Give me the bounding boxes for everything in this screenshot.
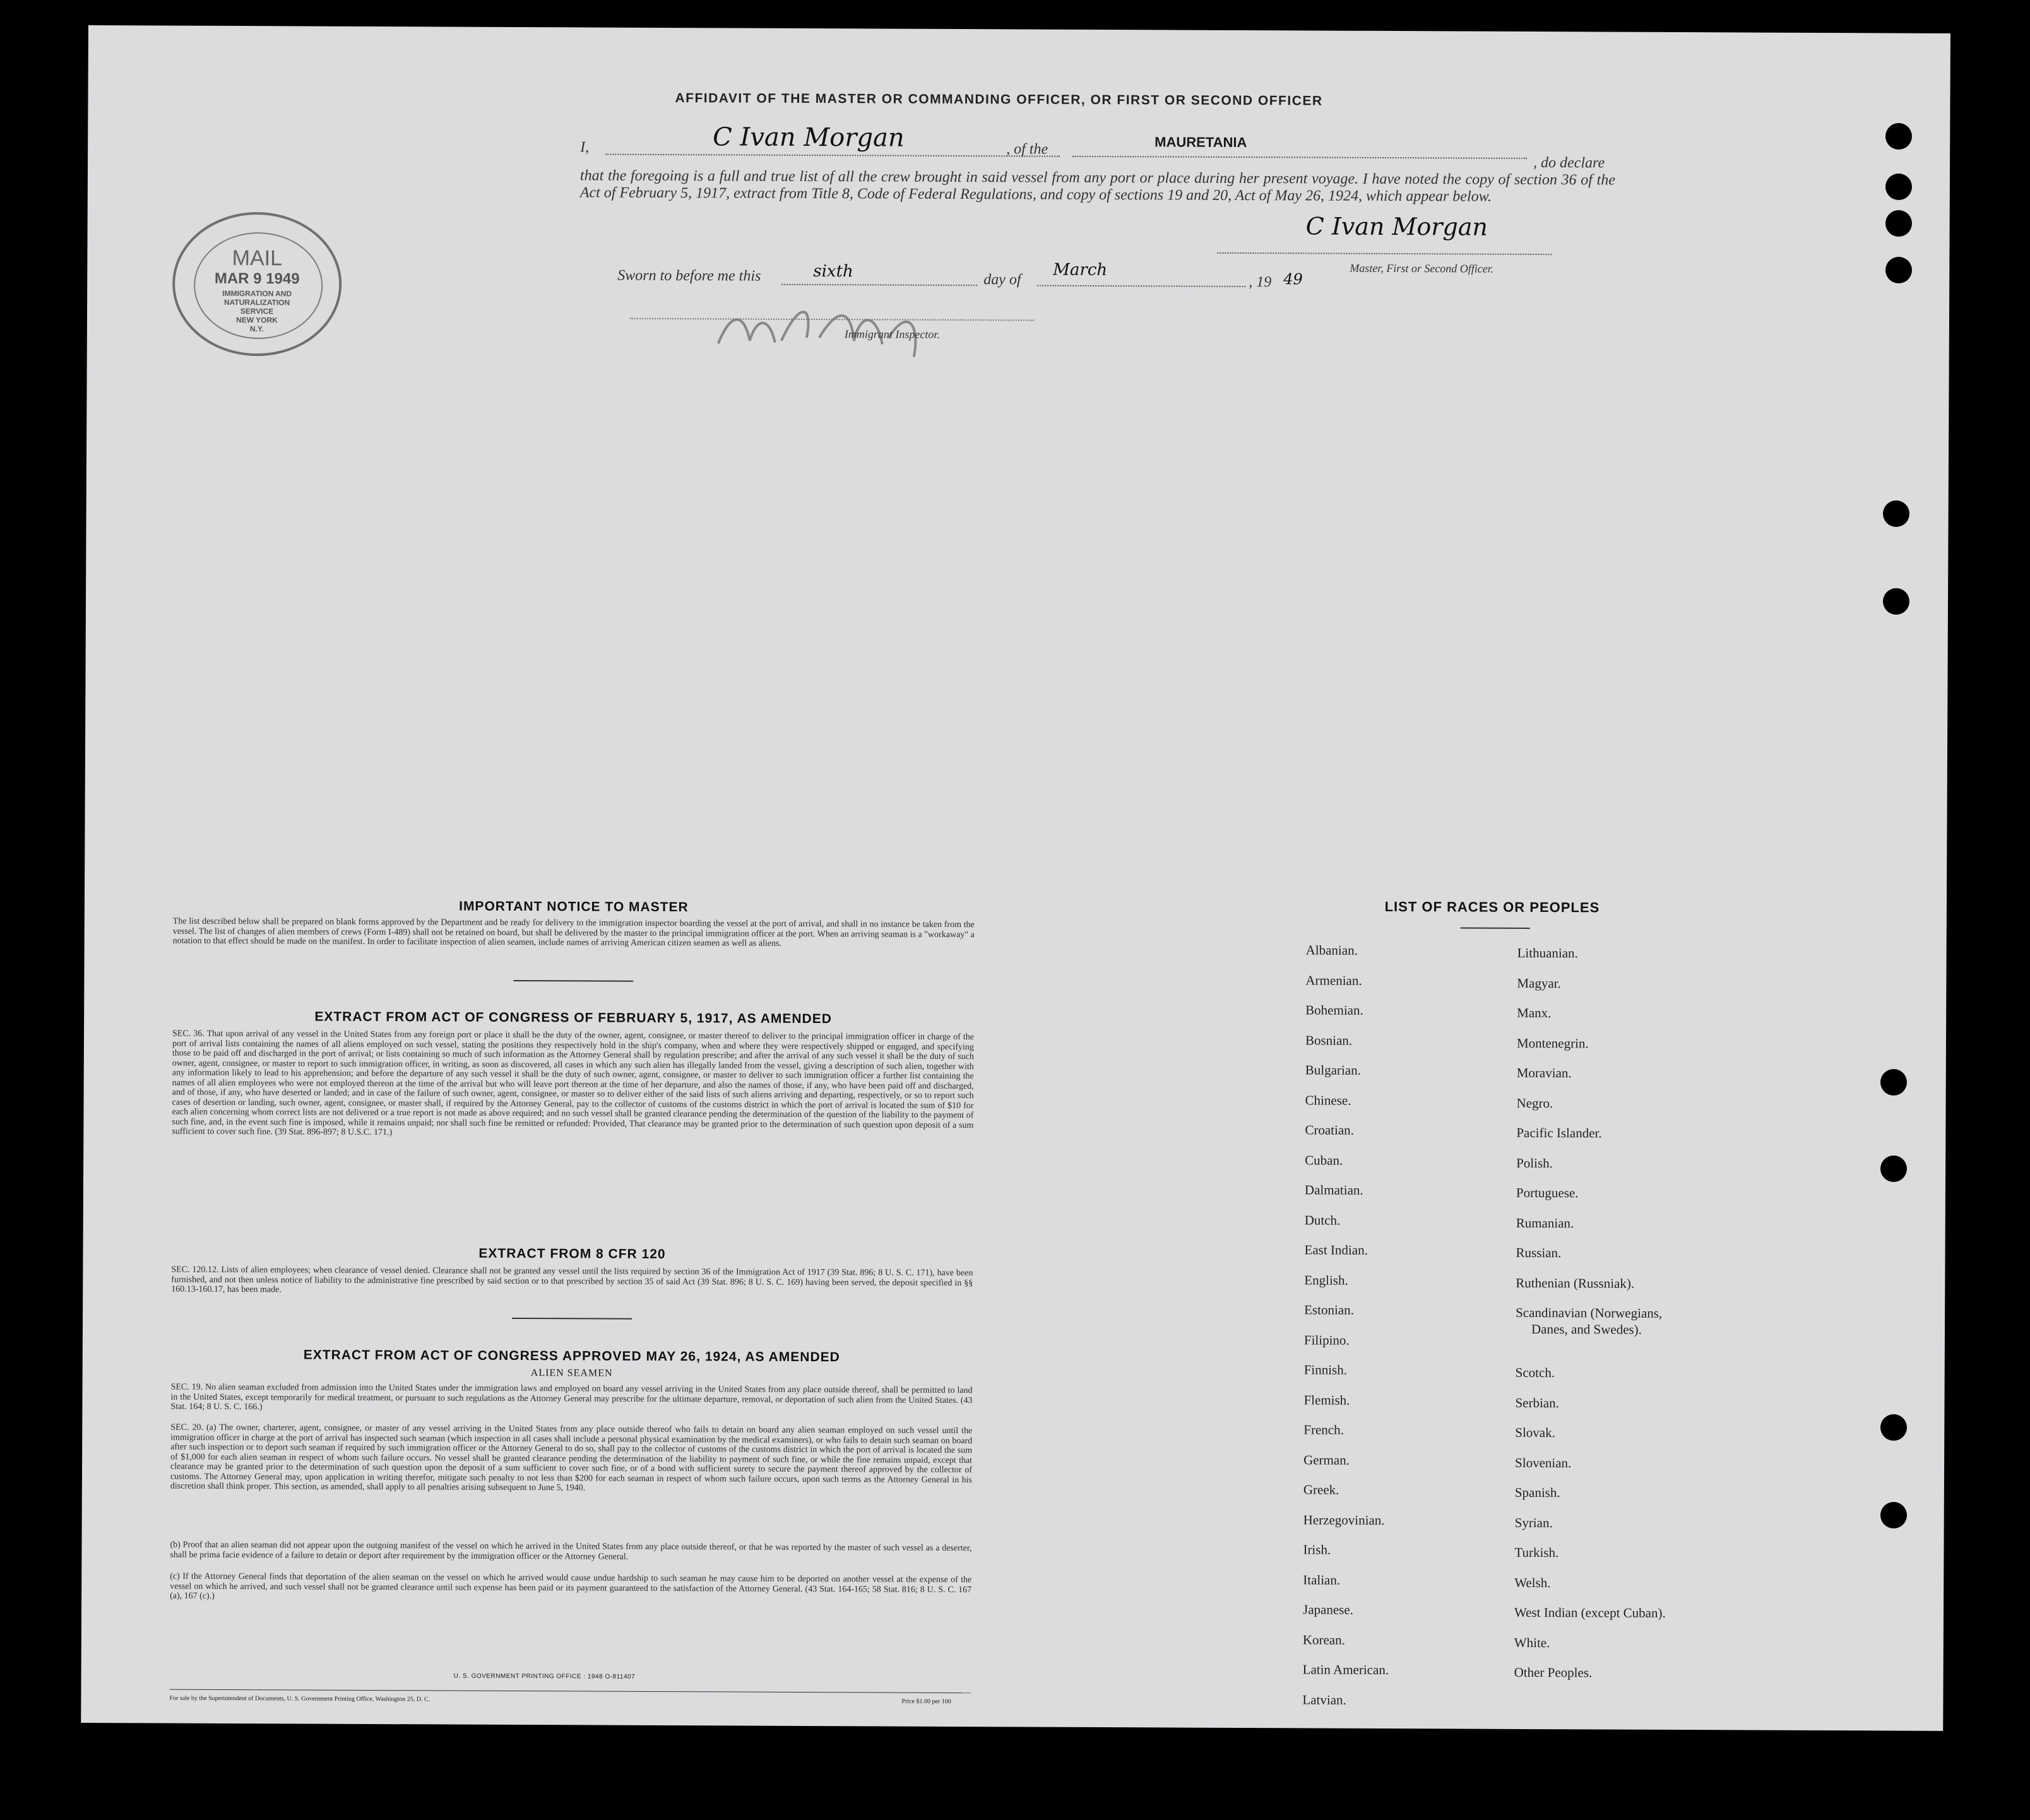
race-item: Lithuanian. (1517, 945, 1578, 961)
punch-hole (1880, 1155, 1907, 1182)
alien-seamen-subtitle: ALIEN SEAMEN (530, 1368, 613, 1379)
race-item: Finnish. (1303, 1362, 1348, 1378)
race-item: Flemish. (1303, 1392, 1350, 1408)
race-item: German. (1303, 1451, 1350, 1468)
punch-hole (1880, 1502, 1907, 1528)
punch-hole (1885, 257, 1912, 283)
race-item: Polish. (1516, 1155, 1553, 1171)
race-item: French. (1303, 1422, 1344, 1438)
race-item: Manx. (1517, 1005, 1552, 1021)
race-item: Rumanian. (1516, 1215, 1574, 1231)
punch-hole (1885, 210, 1912, 237)
extract-1924-sec20b: (b) Proof that an alien seaman did not appear upon the outgoing manifest of the vessel on which he arrived in the United States from any place outside thereof, or that he was reported by the master of such vessel as a deserter, shall be prima facie evidence of a failure to detain or deport after requirement by the immigration officer or the Attorney General. (170, 1540, 972, 1562)
race-item: Latin American. (1302, 1662, 1389, 1678)
declaration-text: that the foregoing is a full and true list of all the crew brought in said vessel from any port or place during her present voyage. I have noted the copy of section 36 of the Act of February 5, 1917, extract from Title 8, Code of Federal Regulations, and copy of sections 19 and 20, Act of May 26, 1924, which appear below. (579, 167, 1616, 205)
race-item: Dalmatian. (1304, 1182, 1363, 1198)
race-item: Negro. (1516, 1095, 1553, 1111)
price-notice: Price $1.00 per 100 (901, 1698, 951, 1705)
signature-caption: Master, First or Second Officer. (1350, 261, 1494, 275)
punch-hole (1880, 1069, 1907, 1096)
race-item: Italian. (1303, 1571, 1341, 1588)
punch-hole (1880, 1414, 1907, 1441)
race-item: Russian. (1516, 1244, 1562, 1261)
race-item: Chinese. (1305, 1092, 1351, 1108)
document-page (81, 25, 1950, 1731)
year-prefix: , 19 (1249, 274, 1272, 291)
do-declare-label: , do declare (1533, 154, 1605, 172)
race-item: Montenegrin. (1516, 1035, 1589, 1051)
race-item: Filipino. (1303, 1332, 1350, 1348)
race-item: English. (1304, 1272, 1348, 1288)
races-divider (1461, 927, 1530, 928)
inspector-caption: Immigrant Inspector. (844, 328, 940, 341)
race-item: Scotch. (1515, 1364, 1555, 1381)
immigration-mail-stamp: MAIL MAR 9 1949 IMMIGRATION AND NATURALIZATION SERVICE NEW YORK N.Y. (172, 212, 342, 357)
notice-title: IMPORTANT NOTICE TO MASTER (459, 899, 689, 915)
race-item: Portuguese. (1516, 1185, 1579, 1201)
race-item: Korean. (1302, 1631, 1345, 1648)
extract-1924-sec20c: (c) If the Attorney General finds that deportation of the alien seaman on the vessel on which he arrived would cause undue hardship to such seaman he may cause him to be deported on another vessel at the expense of the vessel on which he arrived, and such vessel shall not be granted clearance until such expense has been paid or its payment guaranteed to the satisfaction of the Attorney General. (43 Stat. 164-165; 58 Stat. 816; 8 U. S. C. 167 (a), 167 (c).) (170, 1571, 972, 1601)
extract-1917-text: SEC. 36. That upon arrival of any vessel in the United States from any foreign port or place it shall be the duty of the owner, agent, consignee, or master thereof to deliver to the principal immigration officer in charge of the port of arrival lists containing the names of all aliens employed on such vessel, stating the positions they respectively hold in the ship's company, when and where they were respectively shipped or engaged, and specifying those to be paid off and discharged in the port of arrival; or lists containing so much of such information as the Attorney General shall by regulation prescribe; and after the arrival of any such vessel it shall be the duty of such owner, agent, consignee, or master to report to such immigration officer, in writing, as soon as discovered, all cases in which any such alien has illegally landed from the vessel, giving a description of such alien, together with any information likely to lead to his apprehension; and before the departure of any such vessel it shall be the duty of such owner, agent, consignee, or master to deliver to such immigration officer a further list containing the names of all alien employees who were not employed thereon at the time of the arrival but who will leave port thereon at the time of her departure, and also the names of those, if any, who have been paid off and discharged, and of those, if any, who have deserted or landed; and in case of the failure of such owner, agent, consignee, or master so to deliver either of the said lists of such aliens arriving and departing, respectively, or so to report such cases of desertion or landing, such owner, agent, consignee, or master shall, if required by the Attorney General, pay to the collector of customs of the customs district in which the port of arrival is located the sum of $10 for each alien concerning whom correct lists are not delivered or a true report is not made as above required; and no such vessel shall be granted clearance pending the determination of the question of the liability to the payment of such fine, and, in the event such fine is imposed, while it remains unpaid; nor shall such fine be remitted or refunded: Provided, That clearance may be granted prior to the determination of such question upon deposit of a sum sufficient to cover such fine. (39 Stat. 896-897; 8 U.S.C. 171.) (172, 1029, 975, 1138)
race-item: Dutch. (1304, 1212, 1341, 1228)
sworn-label: Sworn to before me this (617, 267, 761, 285)
sworn-month: March (1053, 260, 1108, 280)
affidavit-title: AFFIDAVIT OF THE MASTER OR COMMANDING OFFICER, OR FIRST OR SECOND OFFICER (675, 91, 1323, 109)
master-signature: C Ivan Morgan (1305, 212, 1488, 241)
race-item: Albanian. (1305, 942, 1358, 958)
notice-text: The list described below shall be prepared on blank forms approved by the Department and be ready for delivery to the immigration inspector boarding the vessel at the port of arrival, and shall in no instance be taken from the vessel. The list of changes of alien members of crews (Form I-489) shall not be retained on board, but shall be delivered by the master to the principal immigration officer at the port. When an arriving seaman is a "workaway" a notation to that effect should be made on the manifest. In order to facilitate inspection of alien seamen, include names of arriving American citizen seamen as well as aliens. (172, 916, 975, 948)
race-item: Greek. (1303, 1482, 1339, 1498)
of-the-label: , of the (1006, 141, 1048, 158)
race-item: Scandinavian (Norwegians, (1516, 1304, 1663, 1321)
race-item: Armenian. (1305, 972, 1362, 988)
race-item: Irish. (1303, 1542, 1331, 1557)
printer-imprint: U. S. GOVERNMENT PRINTING OFFICE : 1948 O-811407 (453, 1672, 636, 1681)
race-item: Spanish. (1514, 1484, 1560, 1501)
race-item: Moravian. (1516, 1065, 1572, 1081)
officer-name-line (605, 154, 1060, 157)
race-item: White. (1514, 1634, 1550, 1650)
race-item: Cuban. (1305, 1152, 1343, 1168)
races-title: LIST OF RACES OR PEOPLES (1384, 898, 1600, 916)
race-item: Bosnian. (1305, 1032, 1353, 1048)
extract-1924-title: EXTRACT FROM ACT OF CONGRESS APPROVED MAY 26, 1924, AS AMENDED (303, 1347, 840, 1365)
race-item: Herzegovinian. (1303, 1511, 1385, 1528)
extract-1924-sec19: SEC. 19. No alien seaman excluded from admission into the United States under the immigration laws and employed on board any vessel arriving in the United States from any place outside thereof, shall be permitted to land in the United States, except temporarily for medical treatment, or pursuant to such regulations as the Attorney General may prescribe for the ultimate departure, removal, or deportation of such alien from the United States. (43 Stat. 164; 8 U. S. C. 166.) (170, 1382, 973, 1412)
i-label: I, (580, 139, 590, 156)
extract-1924-sec20a: SEC. 20. (a) The owner, charterer, agent, consignee, or master of any vessel arriving in the United States from any place outside thereof who fails to detain on board any alien seaman employed on such vessel until the immigration officer in charge at the port of arrival has inspected such seaman (which inspection in all cases shall include a personal physical examination by the medical examiners), or who fails to detain such seaman on board after such inspection or to deport such seaman if required by such immigration officer or the Attorney General to do so, shall pay to the collector of customs of the customs district in which the port of arrival is located the sum of $1,000 for each alien seaman in respect of whom such failure occurs. No vessel shall be granted clearance pending the determination of the liability to payment of such fine, or while the fine remains unpaid, except that clearance may be granted prior to the determination of such question upon the deposit of a sum sufficient to cover such fine, or of a bond with sufficient surety to secure the payment thereof approved by the collector of customs. The Attorney General may, upon application in writing therefor, mitigate such penalty to not less than $200 for each seaman in respect of whom such failure occurs, upon such terms as the Attorney General in his discretion shall think proper. This section, as amended, shall apply to all penalties arising subsequent to June 5, 1940. (170, 1422, 973, 1493)
race-item: Slovenian. (1515, 1455, 1572, 1470)
race-item: Welsh. (1514, 1575, 1551, 1590)
race-item: Syrian. (1514, 1515, 1553, 1530)
punch-hole (1885, 174, 1912, 200)
punch-hole (1883, 588, 1909, 615)
race-item: Bohemian. (1305, 1002, 1363, 1018)
sale-notice: For sale by the Superintendent of Documents, U. S. Government Printing Office, Washington 25, D. C. (169, 1694, 430, 1703)
year-suffix: 49 (1283, 270, 1303, 288)
signature-line (1217, 252, 1552, 255)
race-item: Danes, and Swedes). (1531, 1321, 1642, 1337)
extract-1917-title: EXTRACT FROM ACT OF CONGRESS OF FEBRUARY 5, 1917, AS AMENDED (314, 1009, 832, 1027)
race-item: Croatian. (1305, 1122, 1354, 1138)
divider (513, 980, 633, 982)
race-item: Turkish. (1514, 1544, 1559, 1561)
divider (512, 1318, 632, 1320)
race-item: Latvian. (1302, 1691, 1346, 1708)
race-item: Pacific Islander. (1516, 1125, 1602, 1141)
footer-rule (169, 1689, 971, 1694)
race-item: Serbian. (1515, 1395, 1559, 1410)
race-item: Other Peoples. (1514, 1664, 1593, 1681)
race-item: Slovak. (1515, 1424, 1555, 1441)
extract-cfr-title: EXTRACT FROM 8 CFR 120 (478, 1246, 666, 1262)
vessel-line (1072, 156, 1527, 159)
officer-name-handwritten: C Ivan Morgan (713, 122, 905, 153)
sworn-month-line (1037, 285, 1245, 287)
race-item: Bulgarian. (1305, 1062, 1361, 1078)
race-item: East Indian. (1304, 1242, 1368, 1258)
day-of-label: day of (983, 271, 1021, 288)
extract-cfr-text: SEC. 120.12. Lists of alien employees; when clearance of vessel denied. Clearance shall not be granted any vessel until the lists required by section 36 of the Immigration Act of 1917 (39 Stat. 896; 8 U. S. C. 171), have been furnished, and not then unless notice of liability to the administrative fine prescribed by said section or to that prescribed by section 35 of said Act (39 Stat. 896; 8 U. S. C. 169) having been served, the deposit specified in §§ 160.13-160.17, has been made. (171, 1265, 973, 1295)
race-item: West Indian (except Cuban). (1514, 1604, 1666, 1621)
race-item: Ruthenian (Russniak). (1516, 1275, 1635, 1291)
race-item: Magyar. (1517, 975, 1561, 991)
vessel-name: MAURETANIA (1154, 134, 1247, 151)
race-item: Japanese. (1303, 1602, 1354, 1617)
inspector-signature (706, 287, 971, 363)
race-item: Estonian. (1304, 1302, 1354, 1318)
punch-hole (1883, 500, 1909, 527)
sworn-day: sixth (813, 262, 853, 281)
sworn-day-line (781, 284, 977, 286)
punch-hole (1885, 123, 1912, 150)
